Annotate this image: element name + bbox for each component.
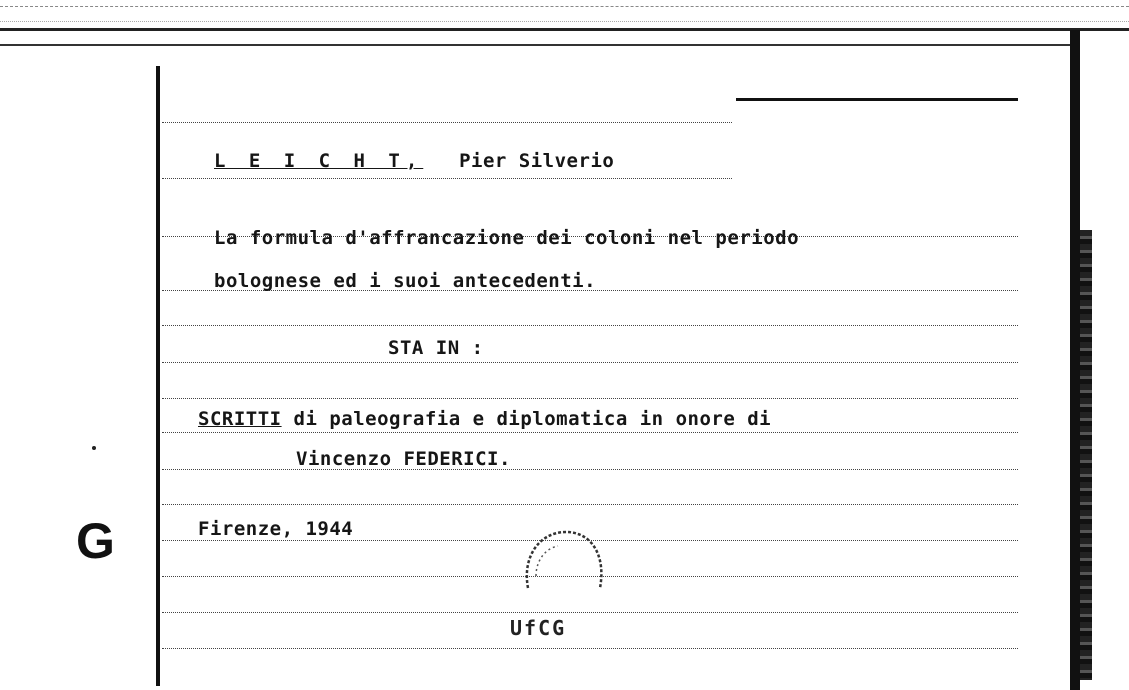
ruled-line — [162, 362, 1018, 363]
top-edge-line-secondary — [0, 44, 1080, 46]
top-solid-rule — [736, 98, 1018, 101]
ruled-line — [162, 504, 1018, 505]
host-work-line-2: Vincenzo FEDERICI. — [296, 448, 511, 470]
margin-dot — [92, 446, 96, 450]
host-work-line1-rest: di paleografia e diplomatica in onore di — [281, 408, 772, 430]
ruled-line — [162, 178, 732, 179]
right-edge-strip — [1080, 230, 1092, 680]
host-work-line-1 — [198, 408, 771, 430]
top-edge-line — [0, 28, 1129, 31]
ruled-line — [162, 648, 1018, 649]
library-stamp-icon — [518, 526, 608, 626]
in-marker: STA IN : — [388, 337, 484, 359]
ruled-line — [162, 432, 1018, 433]
ruled-line — [162, 469, 1018, 470]
author-line — [214, 150, 614, 172]
imprint: Firenze, 1944 — [198, 518, 354, 540]
left-margin-rule — [156, 66, 160, 686]
ruled-line — [162, 122, 732, 123]
author-given-names: Pier Silverio — [459, 150, 615, 172]
top-edge-scratches — [0, 6, 1129, 22]
ruled-line — [162, 325, 1018, 326]
index-letter: G — [76, 513, 115, 569]
stamp-text: UfCG — [510, 616, 567, 640]
title-line-2: bolognese ed i suoi antecedenti. — [214, 270, 597, 292]
author-surname: L E I C H T, — [214, 150, 424, 172]
title-line-1: La formula d'affrancazione dei coloni nel periodo — [214, 227, 800, 249]
right-card-edge — [1070, 30, 1080, 690]
ruled-line — [162, 398, 1018, 399]
host-work-first-word: SCRITTI — [198, 408, 282, 430]
